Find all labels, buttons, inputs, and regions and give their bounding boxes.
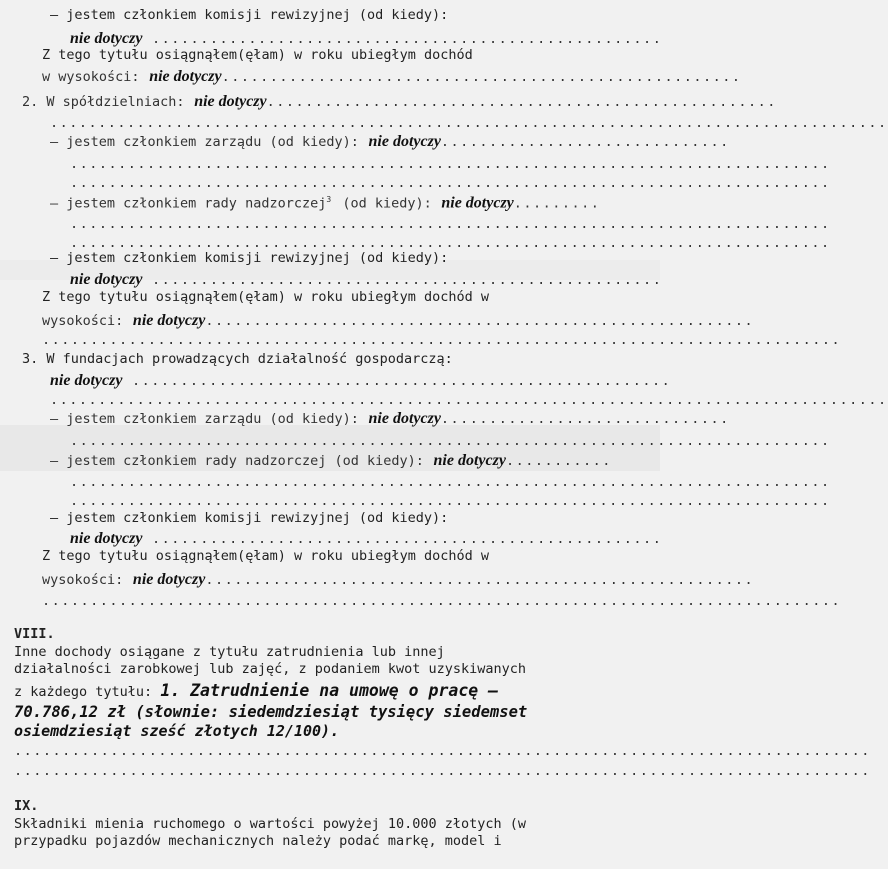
fill-line: nie dotyczy .....................................................: [70, 530, 663, 547]
handwritten-answer: nie dotyczy: [132, 312, 206, 329]
handwritten-answer: nie dotyczy: [149, 68, 222, 85]
text-line: przypadku pojazdów mechanicznych należy podać markę, model i: [14, 833, 502, 849]
fill-line: – jestem członkiem zarządu (od kiedy): nie dotyczy..............................: [50, 410, 730, 427]
typed-answer: 70.786,12 zł (słownie: siedemdziesiąt tysięcy siedemset: [14, 703, 528, 721]
handwritten-answer: nie dotyczy: [194, 93, 267, 110]
fill-line: nie dotyczy ........................................................: [50, 372, 672, 389]
handwritten-answer: nie dotyczy: [70, 271, 143, 288]
section-title: IX.: [14, 798, 39, 814]
handwritten-answer: nie dotyczy: [368, 410, 441, 427]
text-line: działalności zarobkowej lub zajęć, z podaniem kwot uzyskiwanych: [14, 661, 527, 677]
fill-line: .......................................................................................: [50, 115, 888, 131]
text-line: Z tego tytułu osiągnąłem(ęłam) w roku ubiegłym dochód: [42, 47, 473, 63]
fill-line: .........................................................................................: [14, 743, 871, 759]
fill-line: ...................................................................................: [42, 332, 842, 348]
fill-line: .......................................................................................: [50, 392, 888, 408]
section-title: VIII.: [14, 626, 55, 642]
fill-line: – jestem członkiem zarządu (od kiedy): nie dotyczy..............................: [50, 133, 730, 150]
fill-line: ...............................................................................: [70, 175, 831, 191]
fill-line: .........................................................................................: [14, 763, 871, 779]
text-line: Z tego tytułu osiągnąłem(ęłam) w roku ubiegłym dochód w: [42, 548, 490, 564]
fill-line: ...............................................................................: [70, 156, 831, 172]
fill-line: – jestem członkiem rady nadzorczej (od kiedy): nie dotyczy...........: [50, 452, 612, 469]
text-line: Z tego tytułu osiągnąłem(ęłam) w roku ubiegłym dochód w: [42, 289, 490, 305]
handwritten-answer: nie dotyczy: [70, 30, 143, 47]
fill-line: ...................................................................................: [42, 593, 842, 609]
fill-line: nie dotyczy .....................................................: [70, 30, 663, 47]
fill-line: w wysokości: nie dotyczy......................................................: [42, 68, 742, 85]
fill-line: ...............................................................................: [70, 493, 831, 509]
text-line: Składniki mienia ruchomego o wartości powyżej 10.000 złotych (w: [14, 816, 527, 832]
text-line: z każdego tytułu: 1. Zatrudnienie na umowę o pracę –: [14, 681, 499, 700]
handwritten-answer: nie dotyczy: [70, 530, 143, 547]
text-line: – jestem członkiem komisji rewizyjnej (od kiedy):: [50, 510, 449, 526]
fill-line: ...............................................................................: [70, 433, 831, 449]
fill-line: ...............................................................................: [70, 235, 831, 251]
fill-line: ...............................................................................: [70, 474, 831, 490]
handwritten-answer: nie dotyczy: [433, 452, 506, 469]
handwritten-answer: nie dotyczy: [132, 571, 206, 588]
section-heading: 3. W fundacjach prowadzących działalność gospodarczą:: [22, 351, 453, 367]
typed-answer: 1. Zatrudnienie na umowę o pracę –: [160, 681, 499, 700]
handwritten-answer: nie dotyczy: [50, 372, 123, 389]
text-line: – jestem członkiem komisji rewizyjnej (od kiedy):: [50, 250, 449, 266]
fill-line: wysokości: nie dotyczy.........................................................: [42, 312, 755, 329]
handwritten-answer: nie dotyczy: [368, 133, 441, 150]
typed-answer: osiemdziesiąt sześć złotych 12/100).: [14, 722, 340, 740]
fill-line: ...............................................................................: [70, 216, 831, 232]
text-line: Inne dochody osiągane z tytułu zatrudnienia lub innej: [14, 644, 445, 660]
text-line: – jestem członkiem komisji rewizyjnej (od kiedy):: [50, 7, 449, 23]
fill-line: nie dotyczy .....................................................: [70, 271, 663, 288]
fill-line: – jestem członkiem rady nadzorczej$^3$ (od kiedy): nie dotyczy.........: [50, 194, 601, 212]
handwritten-answer: nie dotyczy: [441, 194, 514, 212]
section-heading: 2. W spółdzielniach:: [22, 94, 185, 110]
fill-line: wysokości: nie dotyczy.........................................................: [42, 571, 755, 588]
fill-line: 2. W spółdzielniach: nie dotyczy.....................................................: [22, 93, 777, 110]
